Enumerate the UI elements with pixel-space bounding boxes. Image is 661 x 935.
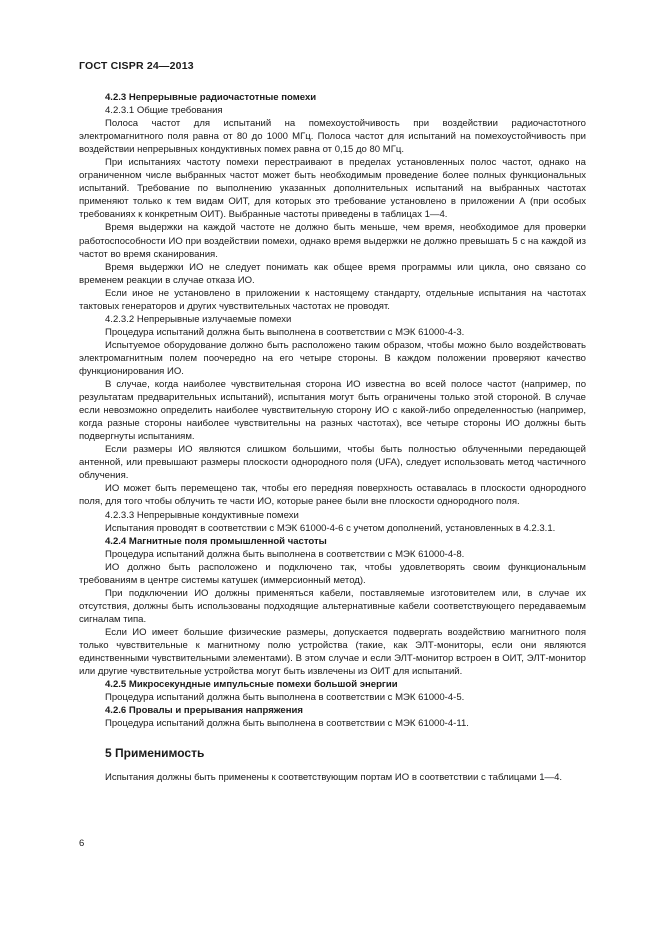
paragraph: Время выдержки ИО не следует понимать как общее время программы или цикла, оно связано со временем реакции в случае отказа ИО. [79,261,586,286]
paragraph: При испытаниях частоту помехи перестраивают в пределах установленных полос частот, однако на ограниченном числе выбранных частот может быть необходимым проведение более полных функциональных испытаний. Требование по выполнению указанных дополнительных испытаний на выбранных частотах применяют только к тем видам ОИТ, для которых это требование установлено в приложении А (при особых требованиях к конкретным ОИТ). Выбранные частоты приведены в таблицах 1—4. [79,157,586,221]
paragraph: Процедура испытаний должна быть выполнена в соответствии с МЭК 61000-4-5. [105,692,465,704]
paragraph: Процедура испытаний должна быть выполнена в соответствии с МЭК 61000-4-3. [105,326,465,338]
paragraph: Процедура испытаний должна быть выполнена в соответствии с МЭК 61000-4-8. [105,548,465,560]
paragraph: Если ИО имеет большие физические размеры, допускается подвергать воздействию магнитного поля только чувствительные к магнитному полю устройства (такие, как ЭЛТ-мониторы, если они являются единственными чувствительными элементами). В этом случае и если ЭЛТ-монитор встроен в ОИТ, ЭЛТ-монитор или другие чувствительные устройства могут быть извлечены из ОИТ для испытаний. [79,626,586,678]
page-number: 6 [79,838,85,849]
subsection-heading-4-2-3-3: 4.2.3.3 Непрерывные кондуктивные помехи [105,509,299,521]
paragraph: Испытуемое оборудование должно быть расположено таким образом, чтобы можно было воздействовать электромагнитным полем поочередно на его четыре стороны. В каждом положении проверяют качество функционирования ИО. [79,339,586,377]
document-body [79,91,586,784]
subsection-heading-4-2-3-1: 4.2.3.1 Общие требования [105,105,223,117]
paragraph: ИО должно быть расположено и подключено так, чтобы удовлетворять своим функциональным требованиям в центре системы катушек (иммерсионный метод). [79,561,586,586]
paragraph: При подключении ИО должны применяться кабели, поставляемые изготовителем или, в случае их отсутствия, должны быть использованы подходящие альтернативные кабели соответствующего передаваемым сигналам типа. [79,587,586,625]
document-code-header: ГОСТ CISPR 24—2013 [79,60,194,72]
paragraph: Если размеры ИО являются слишком большими, чтобы быть полностью облученными передающей антенной, или превышают размеры плоскости однородного поля (UFA), следует использовать метод частичного облучения. [79,444,586,482]
section-heading-4-2-6: 4.2.6 Провалы и прерывания напряжения [105,705,303,717]
paragraph: Полоса частот для испытаний на помехоустойчивость при воздействии радиочастотного электромагнитного поля равна от 80 до 1000 МГц. Полоса частот для испытаний на помехоустойчивость при воздействии непрерывных кондуктивных помех равна от 0,15 до 80 МГц. [79,118,586,156]
paragraph: ИО может быть перемещено так, чтобы его передняя поверхность оставалась в плоскости однородного поля, для того чтобы облучить те части ИО, которые ранее были вне плоскости однородного поля. [79,483,586,508]
section-heading-4-2-3: 4.2.3 Непрерывные радиочастотные помехи [105,92,317,103]
paragraph: Испытания должны быть применены к соответствующим портам ИО в соответствии с таблицами 1—4. [105,772,563,784]
subsection-heading-4-2-3-2: 4.2.3.2 Непрерывные излучаемые помехи [105,313,292,325]
section-heading-4-2-4: 4.2.4 Магнитные поля промышленной частоты [105,535,327,547]
section-heading-5: 5 Применимость [105,746,205,761]
section-heading-4-2-5: 4.2.5 Микросекундные импульсные помехи большой энергии [105,679,398,691]
paragraph: Время выдержки на каждой частоте не должно быть меньше, чем время, необходимое для проверки работоспособности ИО при воздействии помехи, однако время выдержки не должно превышать 5 с на каждой из частот во время сканирования. [79,222,586,260]
paragraph: Процедура испытаний должна быть выполнена в соответствии с МЭК 61000-4-11. [105,718,469,730]
paragraph: В случае, когда наиболее чувствительная сторона ИО известна во всей полосе частот (например, по результатам предварительных испытаний), испытания могут быть ограничены только этой стороной. В случае если невозможно определить наиболее чувствительную сторону ИО с какой-либо определенностью (например, когда разные стороны наиболее чувствительны на разных частотах), все четыре стороны ИО должны быть подвергнуты испытаниям. [79,379,586,443]
paragraph: Испытания проводят в соответствии с МЭК 61000-4-6 с учетом дополнений, установленных в 4.2.3.1. [105,522,556,534]
paragraph: Если иное не установлено в приложении к настоящему стандарту, отдельные испытания на частотах тактовых генераторов и других чувствительных частотах не проводят. [79,287,586,312]
